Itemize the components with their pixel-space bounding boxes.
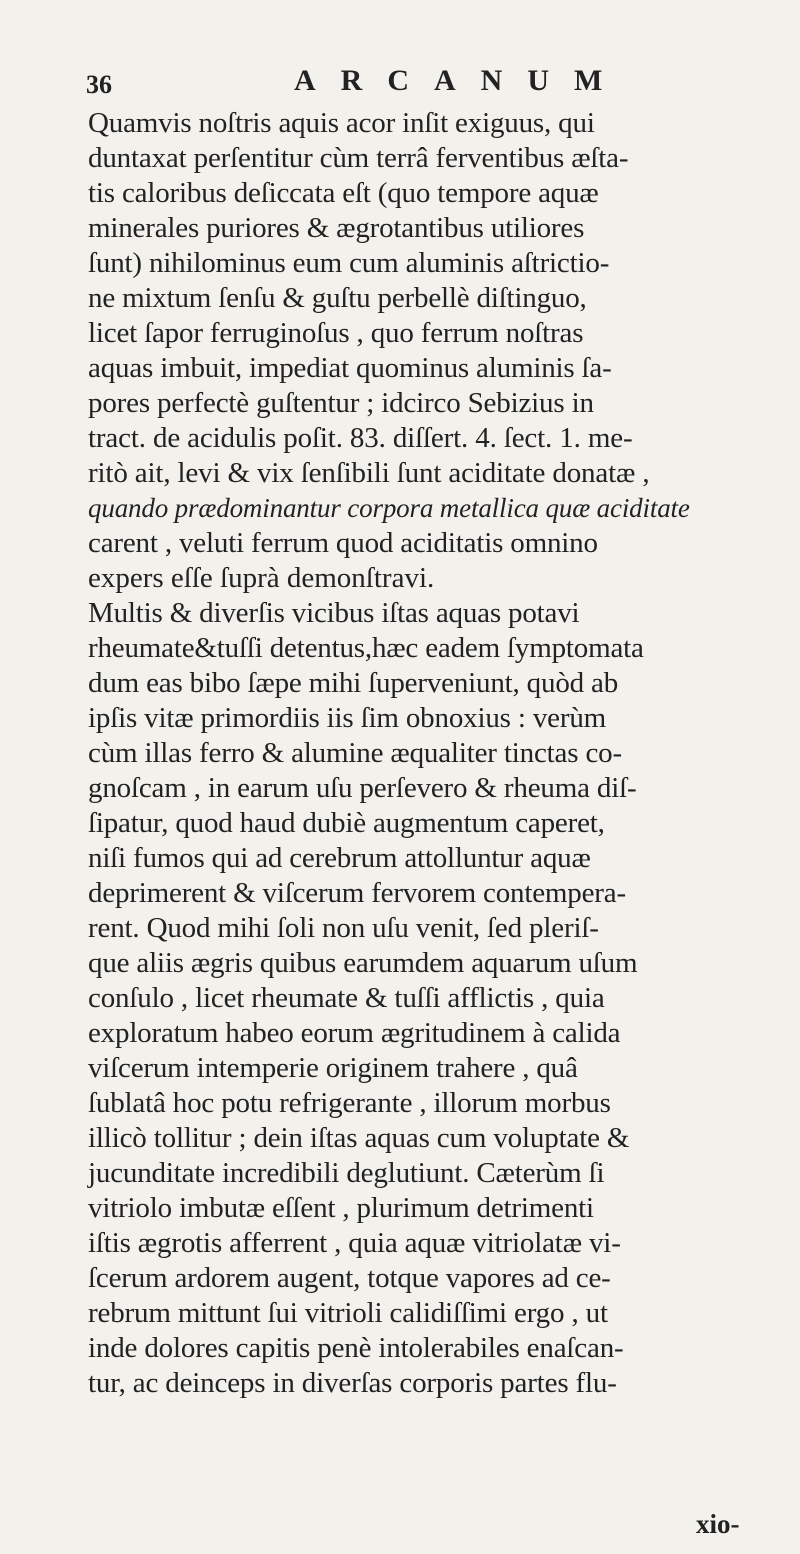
text-line: ne mixtum ſenſu & guſtu perbellè diſtinguo, xyxy=(88,282,587,314)
text-line: viſcerum intemperie originem trahere , quâ xyxy=(88,1052,578,1084)
text-line: ſipatur, quod haud dubiè augmentum caperet, xyxy=(88,807,605,839)
text-line: gnoſcam , in earum uſu perſevero & rheuma diſ- xyxy=(88,772,637,804)
catchword: xio- xyxy=(696,1509,740,1539)
text-line: tis caloribus deſiccata eſt (quo tempore aquæ xyxy=(88,177,599,209)
text-line: iſtis ægrotis afferrent , quia aquæ vitriolatæ vi- xyxy=(88,1227,621,1259)
page-header xyxy=(86,64,766,108)
running-title: ARCANUM xyxy=(294,64,628,97)
text-line: deprimerent & viſcerum fervorem contempera- xyxy=(88,877,626,909)
text-line: pores perfectè guſtentur ; idcirco Sebizius in xyxy=(88,387,594,419)
text-line: conſulo , licet rheumate & tuſſi afflictis , quia xyxy=(88,982,605,1014)
text-line: vitriolo imbutæ eſſent , plurimum detrimenti xyxy=(88,1192,594,1224)
text-line: ſublatâ hoc potu refrigerante , illorum morbus xyxy=(88,1087,611,1119)
text-line: exploratum habeo eorum ægritudinem à calida xyxy=(88,1017,621,1049)
text-line: cùm illas ferro & alumine æqualiter tinctas co- xyxy=(88,737,622,769)
text-line: licet ſapor ferruginoſus , quo ferrum noſtras xyxy=(88,317,584,349)
text-line: duntaxat perſentitur cùm terrâ ferventibus æſta- xyxy=(88,142,629,174)
text-line: que aliis ægris quibus earumdem aquarum uſum xyxy=(88,947,638,979)
text-line: inde dolores capitis penè intolerabiles enaſcan- xyxy=(88,1332,624,1364)
text-line: rebrum mittunt ſui vitrioli calidiſſimi ergo , ut xyxy=(88,1297,608,1329)
text-line-italic: quando prædominantur corpora metallica quæ aciditate xyxy=(88,493,690,523)
text-line: rent. Quod mihi ſoli non uſu venit, ſed pleriſ- xyxy=(88,912,599,944)
text-line: aquas imbuit, impediat quominus aluminis ſa- xyxy=(88,352,612,384)
page-number: 36 xyxy=(86,70,112,99)
text-line: minerales puriores & ægrotantibus utiliores xyxy=(88,212,585,244)
text-line: tur, ac deinceps in diverſas corporis partes flu- xyxy=(88,1367,617,1399)
text-line: carent , veluti ferrum quod aciditatis omnino xyxy=(88,527,598,559)
text-line: Quamvis noſtris aquis acor inſit exiguus, qui xyxy=(88,107,595,139)
text-line: expers eſſe ſuprà demonſtravi. xyxy=(88,562,435,594)
text-line: ſcerum ardorem augent, totque vapores ad ce- xyxy=(88,1262,611,1294)
text-line: jucunditate incredibili deglutiunt. Cæterùm ſi xyxy=(88,1157,605,1189)
text-line: tract. de acidulis poſit. 83. diſſert. 4. ſect. 1. me- xyxy=(88,422,633,454)
text-line: rheumate&tuſſi detentus,hæc eadem ſymptomata xyxy=(88,632,644,664)
text-line: ipſis vitæ primordiis iis ſim obnoxius : verùm xyxy=(88,702,607,734)
text-line: Multis & diverſis vicibus iſtas aquas potavi xyxy=(88,597,580,629)
text-line: illicò tollitur ; dein iſtas aquas cum voluptate & xyxy=(88,1122,630,1154)
text-line: niſi fumos qui ad cerebrum attolluntur aquæ xyxy=(88,842,591,874)
text-line: ritò ait, levi & vix ſenſibili ſunt aciditate donatæ , xyxy=(88,457,650,489)
body-text xyxy=(88,106,778,1401)
text-line: dum eas bibo ſæpe mihi ſuperveniunt, quòd ab xyxy=(88,667,619,699)
text-line: ſunt) nihilominus eum cum aluminis aſtrictio- xyxy=(88,247,610,279)
